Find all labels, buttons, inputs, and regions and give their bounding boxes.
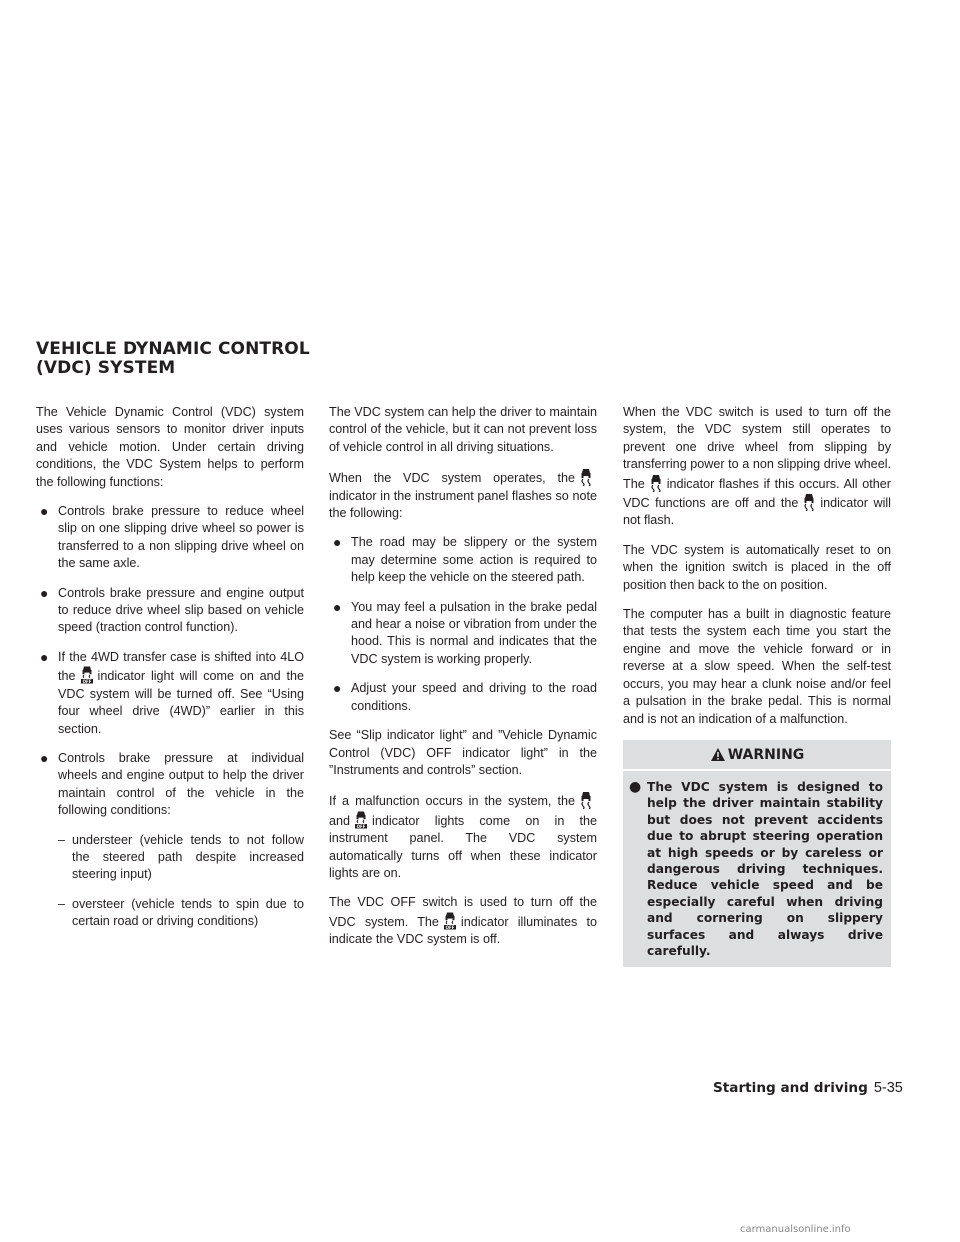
bullet: ● [333, 680, 342, 697]
paragraph: The VDC system is automatically reset to on when the ignition switch is placed in the off position then back to the on position. [623, 542, 891, 592]
sub-list-item-text: oversteer (vehicle tends to spin due to certain road or driving conditions) [72, 896, 304, 929]
list-item [329, 680, 597, 715]
bullet: ● [40, 503, 49, 520]
column-3 [623, 404, 891, 967]
page-number: 5-35 [873, 1080, 903, 1096]
text-fragment: When the VDC switch is used to turn off the system, the VDC system still operates to prevent one drive wheel from slipping by transferring power to a non slipping drive wheel. The [623, 405, 891, 491]
list-item [36, 649, 304, 738]
bullet: ● [40, 648, 49, 665]
list-item-text: Controls brake pressure at individual wheels and engine output to help the driver maintain control of the vehicle in the following conditions: [58, 750, 304, 818]
list-item-text: Adjust your speed and driving to the road conditions. [351, 681, 597, 713]
sub-list-item-text: understeer (vehicle tends to not follow the steered path despite increased steering input) [72, 832, 304, 882]
list-item [329, 534, 597, 586]
slip-indicator-icon [648, 474, 664, 492]
text-fragment: indicator flashes if this occurs. All other VDC functions are off and the [623, 476, 891, 511]
list-item [329, 599, 597, 669]
paragraph [329, 468, 597, 522]
bullet: ● [629, 778, 642, 795]
warning-header [623, 740, 891, 771]
warning-box [623, 740, 891, 967]
slip-indicator-icon [801, 493, 817, 511]
page-footer [713, 1080, 903, 1096]
paragraph: The computer has a built in diagnostic feature that tests the system each time you start the engine and move the vehicle forward or in reverse at a slow speed. When the self-test occurs, you may hear a clunk noise and/or feel a pulsation in the brake pedal. This is normal and is not an indication of a malfunction. [623, 607, 891, 726]
warning-triangle-icon [710, 747, 726, 762]
dash-marker: – [58, 832, 66, 847]
list-item-text [58, 649, 304, 738]
paragraph [623, 404, 891, 530]
bullet: ● [333, 534, 342, 551]
paragraph: See “Slip indicator light” and ”Vehicle Dynamic Control (VDC) OFF indicator light” in the ”Instruments and controls” section. [329, 728, 597, 777]
paragraph [329, 894, 597, 948]
text-fragment: indicator light will come on and the VDC system will be turned off. See “Using four wheel drive (4WD)” earlier in this section. [58, 669, 304, 736]
text-fragment: indicator in the instrument panel flashes so note the following: [329, 488, 597, 521]
paragraph: The VDC system can help the driver to maintain control of the vehicle, but it can not prevent loss of vehicle control in all driving situations. [329, 405, 597, 454]
text-fragment: If the 4WD transfer case is shifted into 4LO the [58, 649, 304, 684]
text-fragment: and [329, 813, 351, 828]
list-item [36, 503, 304, 573]
bullet: ● [333, 598, 342, 615]
text-fragment: indicator will not flash. [623, 496, 891, 528]
vdc-off-indicator-icon [353, 811, 369, 829]
list-item-text: You may feel a pulsation in the brake pedal and hear a noise or vibration from under the hood. This is normal and indicates that the VDC system is working properly. [351, 599, 597, 666]
vdc-off-indicator-icon [79, 666, 95, 684]
warning-text: The VDC system is designed to help the driver maintain stability but does not prevent accidents due to abrupt steering operation at high speeds or by careless or dangerous driving techniques. Reduce vehicle speed and be especially careful when driving and cornering on slippery surfaces and always drive carefully. [647, 779, 883, 958]
slip-indicator-icon [578, 468, 594, 486]
slip-indicator-icon [578, 791, 594, 809]
text-fragment: If a malfunction occurs in the system, the [329, 794, 575, 809]
list-item-text: Controls brake pressure to reduce wheel slip on one slipping drive wheel so power is transferred to a non slipping drive wheel on the same axle. [58, 504, 304, 571]
list-item-text: The road may be slippery or the system may determine some action is required to help keep the vehicle on the steered path. [351, 535, 597, 585]
list-item [36, 585, 304, 637]
watermark: carmanualsonline.info [740, 1224, 851, 1235]
bullet: ● [40, 584, 49, 601]
text-fragment: The VDC OFF switch is used to turn off the VDC system. The [329, 895, 597, 929]
bullet: ● [40, 749, 49, 766]
warning-item [629, 779, 883, 959]
footer-section-name: Starting and driving [713, 1080, 868, 1096]
list-item [36, 750, 304, 820]
vdc-off-indicator-icon [442, 912, 458, 930]
warning-title: WARNING [727, 746, 805, 763]
section-heading: VEHICLE DYNAMIC CONTROL (VDC) SYSTEM [36, 339, 310, 378]
column-1 [36, 404, 304, 943]
sub-list-item [36, 896, 304, 931]
text-fragment: When the VDC system operates, the [329, 471, 575, 486]
column-2 [329, 404, 597, 961]
paragraph [329, 791, 597, 882]
dash-marker: – [58, 896, 66, 911]
text-fragment: indicator lights come on in the instrument panel. The VDC system automatically turns off when these indicator lights are on. [329, 813, 597, 880]
list-item-text: Controls brake pressure and engine output to reduce drive wheel slip based on vehicle speed (traction control function). [58, 585, 304, 635]
intro-paragraph: The Vehicle Dynamic Control (VDC) system uses various sensors to monitor driver inputs and vehicle motion. Under certain driving conditions, the VDC System helps to perform the following functions: [36, 405, 304, 489]
text-fragment: indicator illuminates to indicate the VDC system is off. [329, 914, 597, 947]
sub-list-item [36, 832, 304, 884]
